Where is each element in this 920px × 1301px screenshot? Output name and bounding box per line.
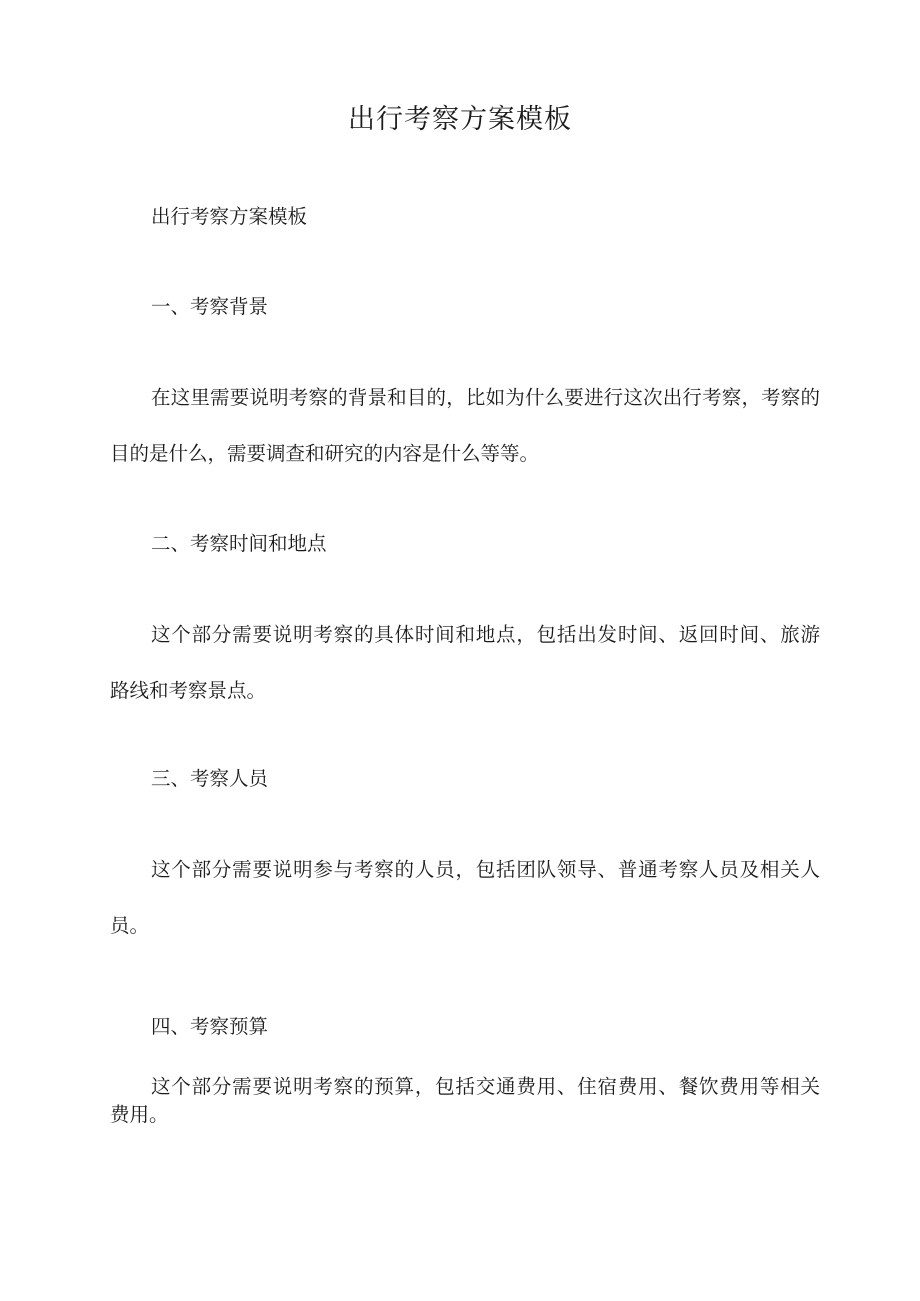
section-paragraph-line: 员。 bbox=[110, 914, 150, 937]
section-heading-time-place: 二、考察时间和地点 bbox=[151, 532, 327, 555]
section-paragraph-line: 路线和考察景点。 bbox=[110, 679, 267, 702]
section-paragraph-line: 在这里需要说明考察的背景和目的，比如为什么要进行这次出行考察，考察的 bbox=[151, 386, 820, 409]
section-paragraph-line: 目的是什么，需要调查和研究的内容是什么等等。 bbox=[110, 442, 540, 465]
section-paragraph-line: 这个部分需要说明考察的预算，包括交通费用、住宿费用、餐饮费用等相关 bbox=[151, 1075, 820, 1098]
section-paragraph-line: 这个部分需要说明参与考察的人员，包括团队领导、普通考察人员及相关人 bbox=[151, 858, 820, 881]
section-heading-background: 一、考察背景 bbox=[151, 295, 269, 318]
section-heading-personnel: 三、考察人员 bbox=[151, 767, 269, 790]
section-paragraph-line: 这个部分需要说明考察的具体时间和地点，包括出发时间、返回时间、旅游 bbox=[151, 623, 820, 646]
section-paragraph-line: 费用。 bbox=[110, 1103, 169, 1126]
document-subtitle: 出行考察方案模板 bbox=[151, 205, 308, 228]
section-heading-budget: 四、考察预算 bbox=[151, 1015, 269, 1038]
document-title: 出行考察方案模板 bbox=[348, 104, 572, 135]
